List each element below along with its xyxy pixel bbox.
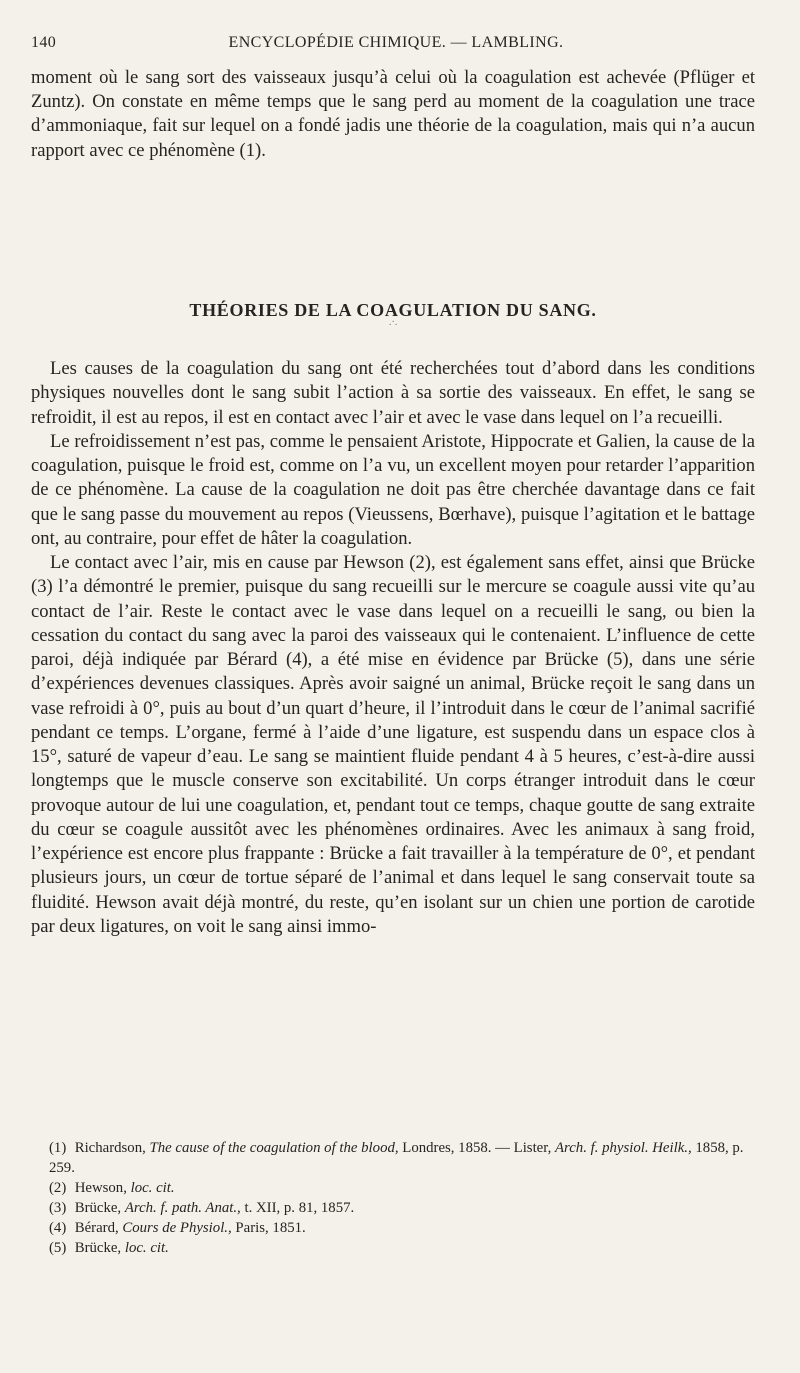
- footnote-journal: Arch. f. path. Anat.,: [124, 1200, 241, 1216]
- footnote-2: [31, 1178, 761, 1198]
- footnote-author: Brücke,: [74, 1200, 122, 1216]
- footnote-end: t. XII, p. 81, 1857.: [244, 1200, 355, 1216]
- footnote-3: [31, 1198, 761, 1218]
- footnote-author: Brücke,: [74, 1240, 122, 1256]
- footnote-end: 1858, p. 259.: [49, 1140, 744, 1176]
- paragraph-contact: Le contact avec l’air, mis en cause par Hewson (2), est également sans effet, ainsi que Brücke (3) l’a démontré le premier, puisque du sang recueilli sur le mercure se coagule aussi vite qu’au contact de l’air. Reste le contact avec le vase dans lequel on a recueilli le sang, ou bien la cessation du contact du sang avec la paroi des vaisseaux qui le contenaient. L’influence de cette paroi, déjà indiquée par Bérard (4), a été mise en évidence par Brücke (5), dans une série d’expériences devenues classiques. Après avoir saigné un animal, Brücke reçoit le sang dans un vase refroidi à 0°, puis au bout d’un quart d’heure, il l’introduit dans le cœur de l’animal sacrifié pendant ce temps. L’organe, fermé à l’aide d’une ligature, est suspendu dans un espace clos à 15°, saturé de vapeur d’eau. Le sang se maintient fluide pendant 4 à 5 heures, c’est-à-dire aussi longtemps que le muscle conserve son excitabilité. Un corps étranger introduit dans le cœur provoque autour de lui une coagulation, et, pendant tout ce temps, chaque goutte de sang extraite du cœur se coagule aussitôt avec les phénomènes ordinaires. Avec les animaux à sang froid, l’expérience est encore plus frappante : Brücke a fait travailler à la température de 0°, et pendant plusieurs jours, un cœur de tortue séparé de l’animal et dans lequel le sang conservait toute sa fluidité. Hewson avait déjà montré, du reste, qu’en isolant sur un chien une portion de carotide par deux ligatures, on voit le sang ainsi immo-: [31, 552, 755, 937]
- footnote-number: (2): [49, 1180, 67, 1196]
- footnote-details: Londres, 1858. — Lister,: [402, 1140, 552, 1156]
- paragraph-causes: Les causes de la coagulation du sang ont été recherchées tout d’abord dans les conditions physiques nouvelles dont le sang subit l’action à sa sortie des vaisseaux. En effet, le sang se refroidit, il est au repos, il est en contact avec l’air et avec le vase dans lequel on l’a recueilli.: [31, 358, 755, 428]
- footnote-5: [31, 1238, 761, 1258]
- paragraph-cooling: Le refroidissement n’est pas, comme le pensaient Aristote, Hippocrate et Galien, la cause de la coagulation, puisque le froid est, comme on l’a vu, un excellent moyen pour retarder l’apparition de ce phénomène. La cause de la coagulation ne doit pas être cherchée davantage dans ce fait que le sang passe du mouvement au repos (Vieussens, Bœrhave), puisque l’agitation et le battage ont, au contraire, pour effet de hâter la coagulation.: [31, 430, 755, 549]
- footnote-title: The cause of the coagulation of the blood,: [149, 1140, 399, 1156]
- running-title: ENCYCLOPÉDIE CHIMIQUE. — LAMBLING.: [228, 34, 564, 51]
- section-ornament: .·.: [389, 317, 398, 328]
- footnote-4: [31, 1218, 761, 1238]
- main-article-text: [31, 357, 755, 939]
- intro-paragraph: moment où le sang sort des vaisseaux jusqu’à celui où la coagulation est achevée (Pflüger et Zuntz). On constate en même temps que le sang perd au moment de la coagulation une trace d’ammoniaque, fait sur lequel on a fondé jadis une théorie de la coagulation, mais qui n’a aucun rapport avec ce phénomène (1).: [31, 67, 755, 161]
- intro-text: [31, 66, 755, 163]
- page-number: 140: [31, 34, 57, 51]
- footnote-number: (3): [49, 1200, 67, 1216]
- footnote-title: loc. cit.: [124, 1240, 169, 1256]
- footnote-1: [31, 1138, 761, 1178]
- footnote-author: Hewson,: [74, 1180, 127, 1196]
- footnote-number: (4): [49, 1220, 67, 1236]
- footnote-author: Richardson,: [74, 1140, 146, 1156]
- footnote-author: Bérard,: [74, 1220, 119, 1236]
- footnote-journal: Arch. f. physiol. Heilk.,: [554, 1140, 692, 1156]
- footnote-number: (5): [49, 1240, 67, 1256]
- running-head: [31, 34, 761, 58]
- footnote-title: Cours de Physiol.,: [122, 1220, 232, 1236]
- footnote-title: loc. cit.: [130, 1180, 175, 1196]
- footnote-end: Paris, 1851.: [235, 1220, 306, 1236]
- footnotes: [31, 1138, 761, 1258]
- footnote-number: (1): [49, 1140, 67, 1156]
- section-heading: THÉORIES DE LA COAGULATION DU SANG.: [189, 299, 597, 320]
